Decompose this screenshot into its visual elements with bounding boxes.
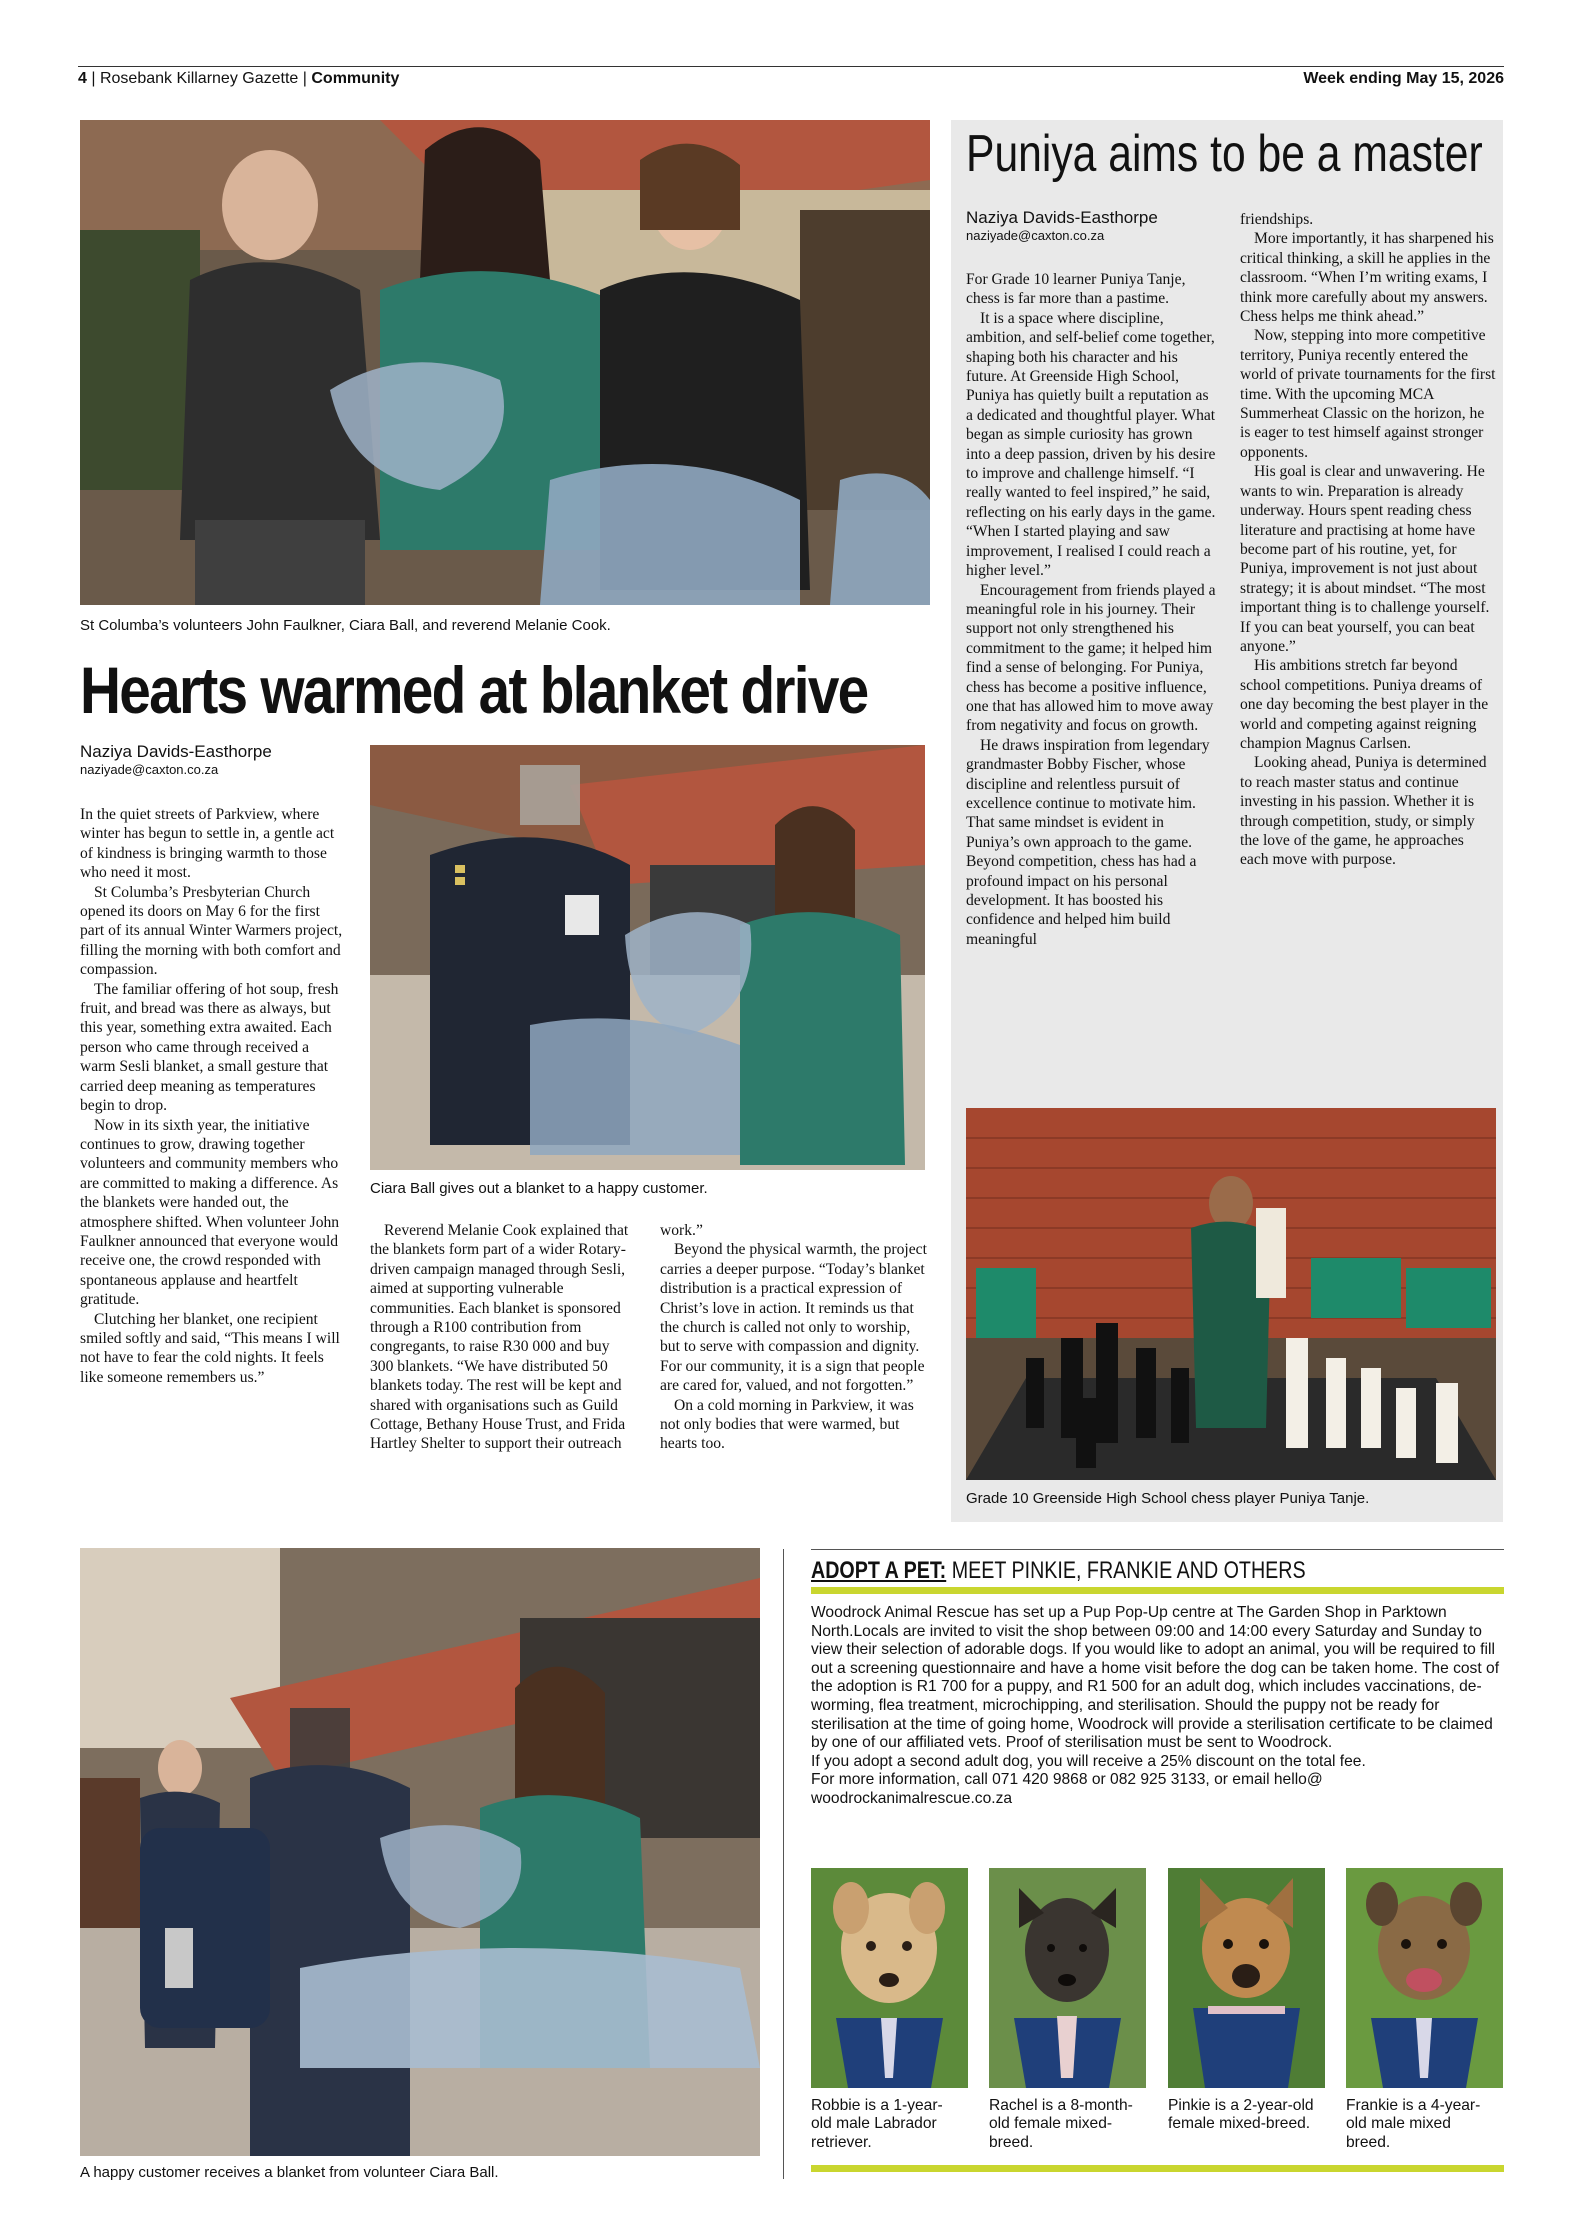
paragraph: Clutching her blanket, one recipient smiled softly and said, “This means I will not have to fear the cold nights. It feels like someone remembers us.” — [80, 1310, 340, 1386]
accent-bar — [811, 2165, 1504, 2172]
volunteers-photo — [80, 120, 930, 605]
paragraph: Reverend Melanie Cook explained that the blankets form part of a wider Rotary-driven campaign managed through Sesli, aimed at supporting vulnerable communities. Each blanket is sponsored through a R100 contribution from congregants, to raise R30 000 and buy 300 blankets. “We have distributed 50 blankets today. The rest will be kept and shared with organisations such as Guild Cottage, Bethany House Trust, and Frida Hartley Shelter to support their outreach — [370, 1222, 629, 1453]
page-header — [78, 68, 1504, 94]
byline-email: naziyade@caxton.co.za — [966, 228, 1105, 243]
adopt-paragraph: Woodrock Animal Rescue has set up a Pup Pop-Up centre at The Garden Shop in Parktown North.Locals are invited to visit the shop between 09:00 and 14:00 every Saturday and Sunday to view their selection of adorable dogs. If you would like to adopt an animal, you will be required to fill out a screening questionnaire and have a home visit before the dog can be taken home. The cost of the adoption is R1 700 for a puppy, and R1 500 for an adult dog, which includes vaccinations, de-worming, flea treatment, microchipping, and sterilisation. Should the puppy not be ready for sterilisation at the time of going home, Woodrock will provide a sterilisation certificate to be claimed by one of our affiliated vets. Proof of sterilisation must be sent to Woodrock. — [811, 1604, 1500, 1752]
sidebar-column-2 — [1240, 210, 1496, 870]
issue-date: Week ending May 15, 2026 — [1303, 70, 1504, 87]
dog-photo-rachel — [989, 1868, 1146, 2088]
photo-caption: St Columba’s volunteers John Faulkner, Ciara Ball, and reverend Melanie Cook. — [80, 617, 611, 634]
paragraph: Looking ahead, Puniya is determined to reach master status and continue investing in his passion. Whether it is through competition, study, or simply the love of the game, he approaches each move with purpose. — [1240, 754, 1487, 869]
adopt-contact: For more information, call 071 420 9868 or 082 925 3133, or email hello@ woodrockanimalrescue.co.za — [811, 1771, 1323, 1807]
sidebar-column-1 — [966, 270, 1216, 949]
photo-caption: Grade 10 Greenside High School chess player Puniya Tanje. — [966, 1490, 1370, 1507]
paragraph: More importantly, it has sharpened his critical thinking, a skill he applies in the classroom. “When I’m writing exams, I think more carefully about my answers. Chess helps me think ahead.” — [1240, 230, 1494, 326]
pet-caption: Pinkie is a 2-year-old female mixed-breed. — [1168, 2097, 1314, 2133]
article-column-3 — [660, 1221, 928, 1454]
header-left — [78, 70, 399, 88]
byline — [80, 742, 272, 777]
customer-receives-blanket-photo — [80, 1548, 760, 2156]
adopt-title-bold: ADOPT A PET: — [811, 1557, 947, 1584]
accent-bar — [811, 1587, 1504, 1594]
adopt-discount: If you adopt a second adult dog, you will receive a 25% discount on the total fee. — [811, 1752, 1366, 1770]
paragraph: friendships. — [1240, 211, 1314, 228]
column-divider — [783, 1549, 784, 2179]
adopt-title-rest: MEET PINKIE, FRANKIE AND OTHERS — [946, 1557, 1306, 1584]
header-rule — [78, 66, 1504, 67]
article-column-2 — [370, 1221, 635, 1454]
paragraph: His goal is clear and unwavering. He wants to win. Preparation is already underway. Hours spent reading chess literature and practising at home have become part of his routine, yet, for Puniya, improvement is not just about strategy; it is about mindset. “The most important thing is to challenge yourself. If you can beat yourself, you can beat anyone.” — [1240, 463, 1490, 655]
paragraph: For Grade 10 learner Puniya Tanje, chess is far more than a pastime. — [966, 271, 1186, 308]
paragraph: In the quiet streets of Parkview, where winter has begun to settle in, a gentle act of kindness is bringing warmth to those who need it most. — [80, 806, 335, 882]
byline-name: Naziya Davids-Easthorpe — [966, 208, 1158, 227]
adopt-section-title — [811, 1557, 1306, 1585]
paragraph: Now in its sixth year, the initiative continues to grow, drawing together volunteers and community members who are committed to making a difference. As the blankets were handed out, the atmosphere shifted. When volunteer John Faulkner announced that everyone would receive one, the crowd responded with spontaneous applause and heartfelt gratitude. — [80, 1116, 340, 1309]
article-column-1 — [80, 805, 345, 1387]
adopt-text — [811, 1604, 1501, 1809]
chess-player-photo — [966, 1108, 1496, 1480]
photo-caption: A happy customer receives a blanket from volunteer Ciara Ball. — [80, 2164, 499, 2181]
section-rule — [811, 1549, 1504, 1550]
paragraph: On a cold morning in Parkview, it was not only bodies that were warmed, but hearts too. — [660, 1396, 914, 1453]
byline-name: Naziya Davids-Easthorpe — [80, 742, 272, 761]
header-sep: | — [91, 70, 100, 87]
paragraph: work.” — [660, 1222, 703, 1239]
pet-caption: Robbie is a 1-year-old male Labrador retriever. — [811, 2097, 943, 2151]
sidebar-byline — [966, 208, 1158, 243]
pet-caption: Frankie is a 4-year-old male mixed breed. — [1346, 2097, 1481, 2151]
paragraph: His ambitions stretch far beyond school competitions. Puniya dreams of one day becoming the best player in the world and competing against reigning champion Magnus Carlsen. — [1240, 657, 1489, 752]
dog-photo-pinkie — [1168, 1868, 1325, 2088]
byline-email: naziyade@caxton.co.za — [80, 762, 219, 777]
header-sep: | — [302, 70, 312, 87]
page-number: 4 — [78, 70, 87, 87]
dog-photo-robbie — [811, 1868, 968, 2088]
paragraph: St Columba’s Presbyterian Church opened its doors on May 6 for the first part of its annual Winter Warmers project, filling the morning with both comfort and compassion. — [80, 883, 343, 979]
sidebar-headline: Puniya aims to be a master — [966, 125, 1483, 183]
paragraph: The familiar offering of hot soup, fresh fruit, and bread was there as always, but this year, something extra awaited. Each person who came through received a warm Sesli blanket, a small gesture that carried deep meaning as temperatures begin to drop. — [80, 980, 339, 1115]
paragraph: Now, stepping into more competitive territory, Puniya recently entered the world of private tournaments for the first time. With the upcoming MCA Summerheat Classic on the horizon, he is eager to test himself against stronger opponents. — [1240, 327, 1496, 461]
section-name: Community — [311, 70, 400, 87]
headline: Hearts warmed at blanket drive — [80, 653, 868, 727]
paragraph: Beyond the physical warmth, the project carries a deeper purpose. “Today’s blanket distribution is a practical expression of Christ’s love in action. It reminds us that the church is called not only to worship, but to serve with compassion and dignity. For our community, it is a sign that people are cared for, valued, and not forgotten.” — [660, 1241, 927, 1395]
photo-caption: Ciara Ball gives out a blanket to a happy customer. — [370, 1180, 708, 1197]
paragraph: Encouragement from friends played a meaningful role in his journey. Their support not only strengthened his commitment to the game; it helped him find a sense of belonging. For Puniya, chess has become a positive influence, one that has allowed him to move away from negativity and focus on growth. — [966, 581, 1216, 735]
dog-photo-frankie — [1346, 1868, 1503, 2088]
paragraph: He draws inspiration from legendary grandmaster Bobby Fischer, whose discipline and relentless pursuit of excellence continue to motivate him. That same mindset is evident in Puniya’s own approach to the game. Beyond competition, chess has had a profound impact on his personal development. It has boosted his confidence and helped him build meaningful — [966, 736, 1210, 948]
paragraph: It is a space where discipline, ambition, and self-belief come together, shaping both his character and his future. At Greenside High School, Puniya has quietly built a reputation as a dedicated and thoughtful player. What began as simple curiosity has grown into a deep passion, driven by his desire to improve and challenge himself. “I really wanted to feel inspired,” he said, reflecting on his early days in the game. “When I started playing and saw improvement, I realised I could reach a higher level.” — [966, 309, 1216, 580]
pet-caption: Rachel is a 8-month-old female mixed-breed. — [989, 2097, 1133, 2151]
publication-name: Rosebank Killarney Gazette — [99, 70, 299, 87]
blanket-handout-photo — [370, 745, 925, 1170]
